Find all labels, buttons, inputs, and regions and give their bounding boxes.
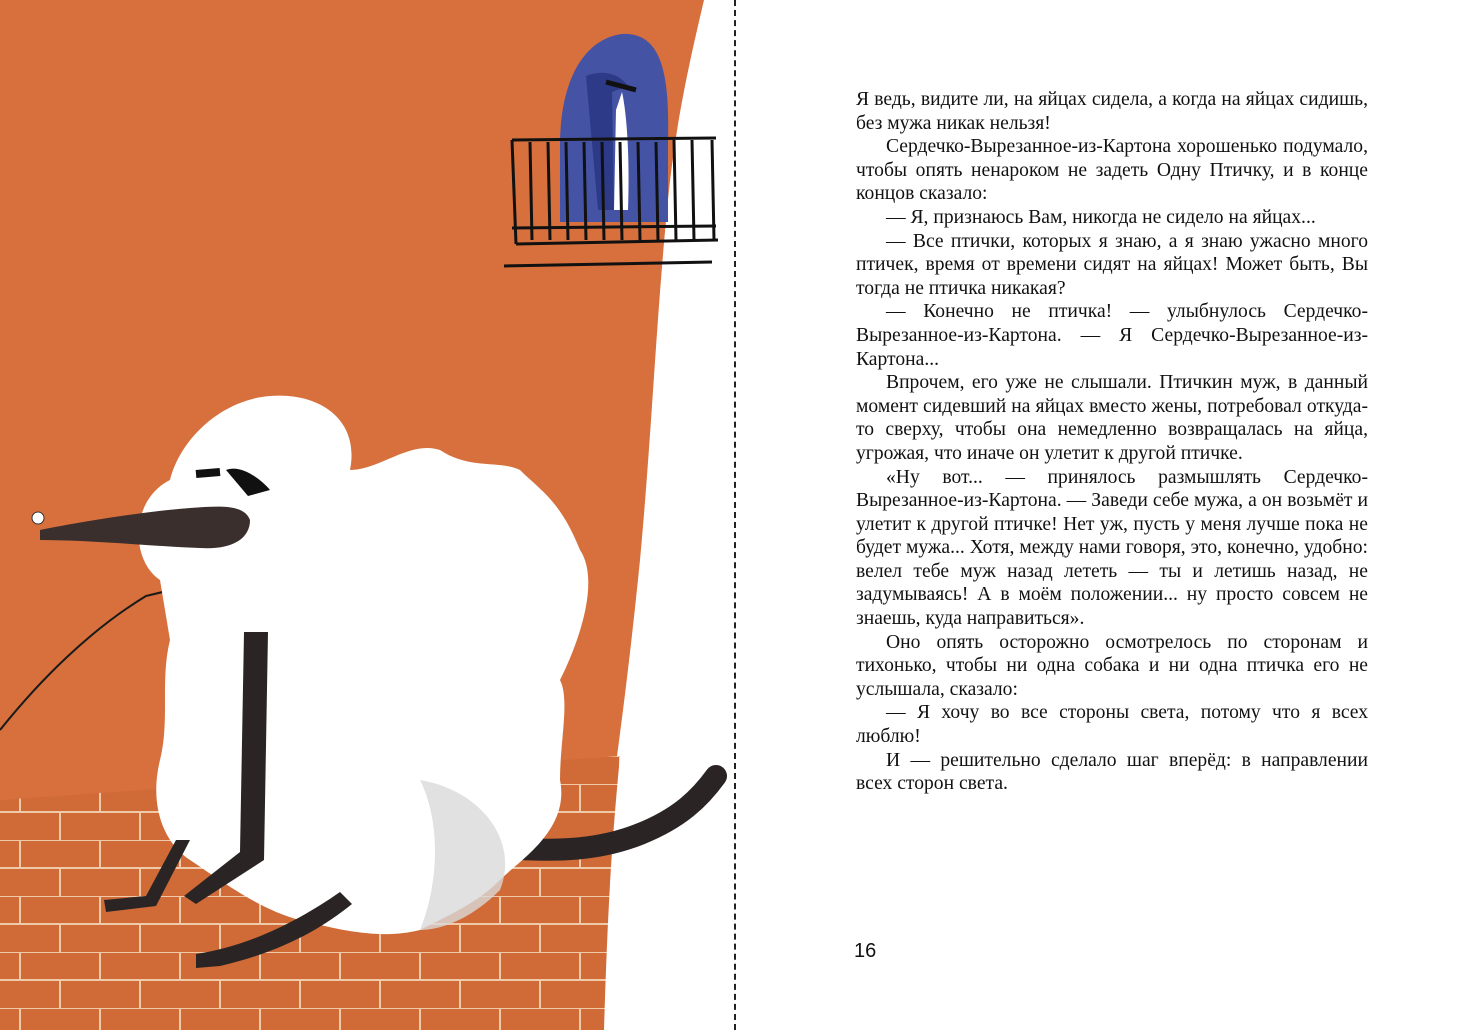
paragraph: Сердечко-Вырезанное-из-Картона хорошенько подумало, чтобы опять ненароком не задеть Одну Птичку, и в конце концов сказало: [856,136,1368,205]
paragraph: «Ну вот... — принялось размышлять Сердечко-Вырезанное-из-Картона. — Заведи себе мужа, а он возьмёт и улетит к другой птичке! Нет уж, пусть у меня лучше пока не будет мужа... Хотя, между нами говоря, это, конечно, удобно: велел тебе муж назад лететь — ты и летишь назад, не задумываясь! А в моём положении... ну просто совсем не знаешь, куда направиться». [856,466,1368,630]
story-text [856,88,1368,796]
paragraph: Оно опять осторожно осмотрелось по сторонам и тихонько, чтобы ни одна собака и ни одна птичка его не услышала, сказало: [856,631,1368,700]
paragraph: — Конечно не птичка! — улыбнулось Сердечко-Вырезанное-из-Картона. — Я Сердечко-Вырезанное-из-Картона... [856,301,1368,370]
paragraph: Я ведь, видите ли, на яйцах сидела, а когда на яйцах сидишь, без мужа никак нельзя! [856,89,1368,134]
paragraph: — Я, признаюсь Вам, никогда не сидело на яйцах... [886,206,1316,228]
paragraph: И — решительно сделало шаг вперёд: в направлении всех сторон света. [856,749,1368,795]
paragraph: — Все птички, которых я знаю, а я знаю ужасно много птичек, время от времени сидят на яйцах! Может быть, Вы тогда не птичка никакая? [856,230,1368,299]
page-number: 16 [854,940,877,962]
paragraph: — Я хочу во все стороны света, потому что я всех люблю! [856,702,1368,748]
paragraph: Впрочем, его уже не слышали. Птичкин муж, в данный момент сидевший на яйцах вместо жены, потребовал откуда-то сверху, чтобы она немедленно возвращалась на яйца, угрожая, что иначе он улетит к другой птичке. [856,372,1368,464]
text-page [736,0,1468,1030]
